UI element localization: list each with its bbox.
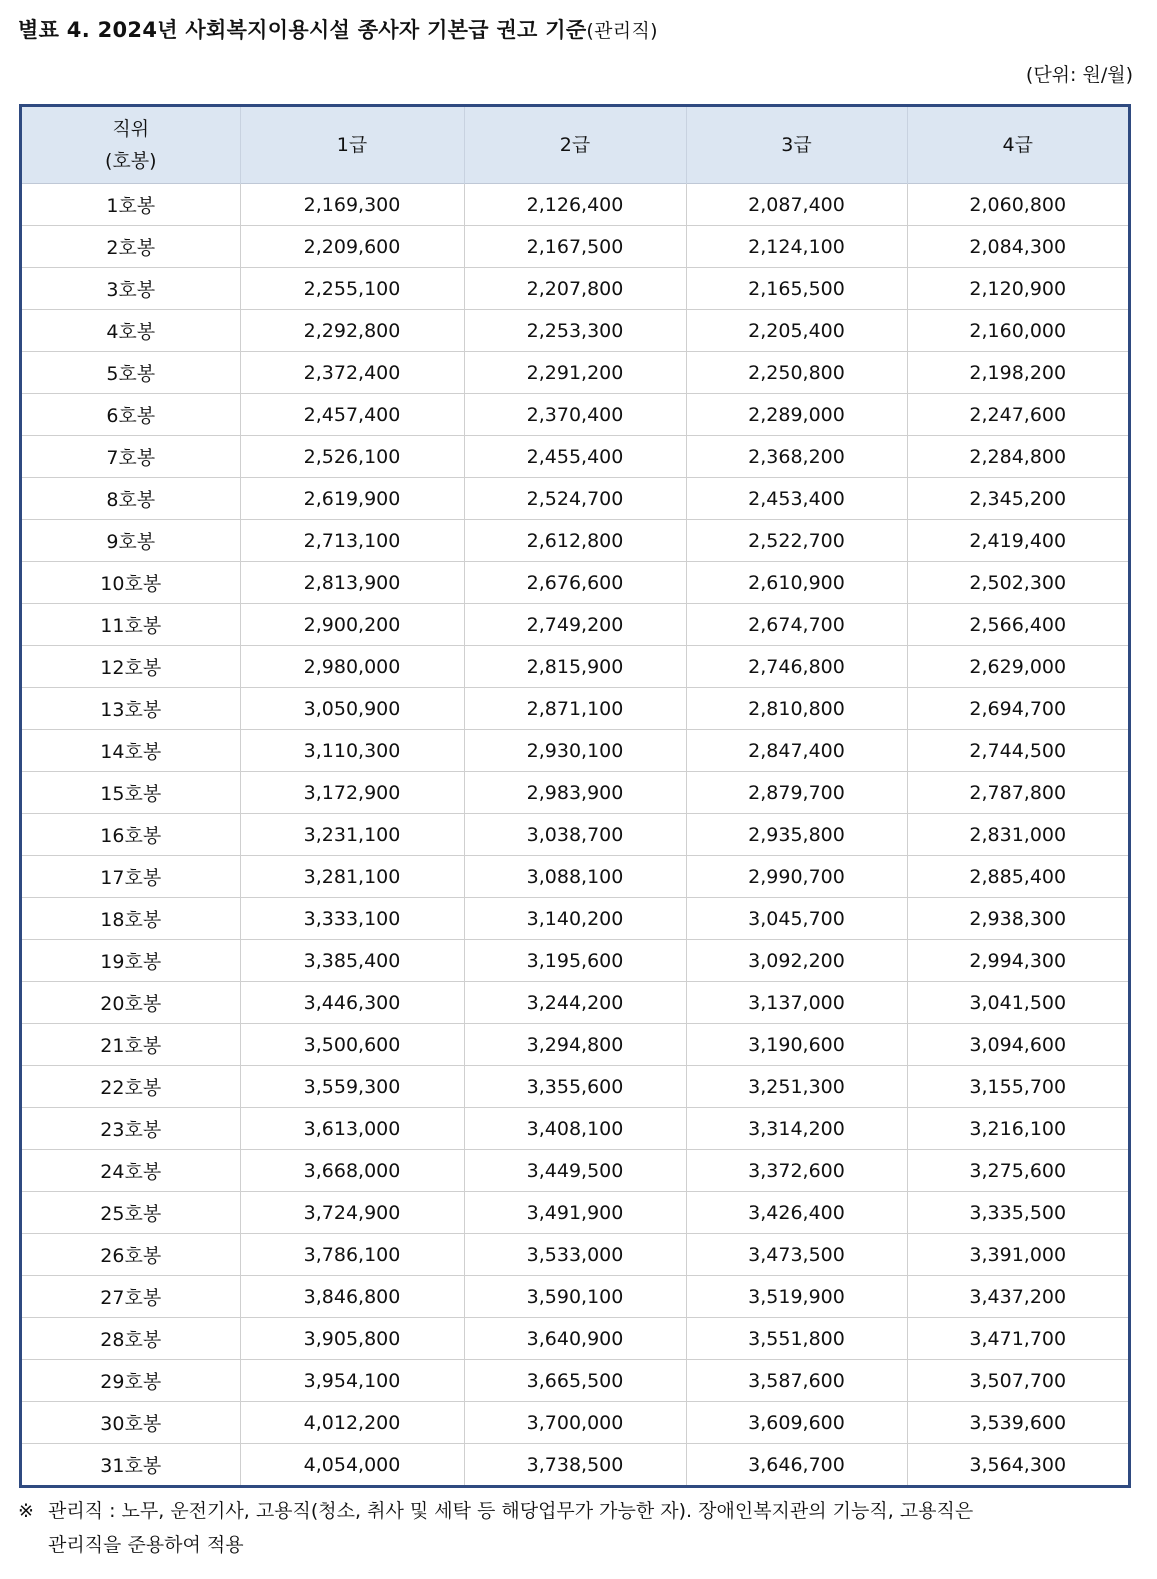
salary-cell-grade-4: 2,994,300 xyxy=(907,940,1128,982)
salary-cell-grade-1: 3,668,000 xyxy=(240,1150,464,1192)
footnote xyxy=(18,1494,1138,1562)
salary-cell-grade-2: 3,665,500 xyxy=(464,1360,686,1402)
step-cell: 17호봉 xyxy=(22,856,240,898)
salary-cell-grade-1: 2,980,000 xyxy=(240,646,464,688)
salary-cell-grade-1: 3,724,900 xyxy=(240,1192,464,1234)
salary-cell-grade-1: 3,172,900 xyxy=(240,772,464,814)
table-row xyxy=(22,436,1128,478)
salary-cell-grade-4: 2,629,000 xyxy=(907,646,1128,688)
salary-cell-grade-1: 2,713,100 xyxy=(240,520,464,562)
table-row xyxy=(22,184,1128,226)
salary-cell-grade-2: 3,700,000 xyxy=(464,1402,686,1444)
step-cell: 14호봉 xyxy=(22,730,240,772)
salary-cell-grade-2: 3,533,000 xyxy=(464,1234,686,1276)
table-row xyxy=(22,688,1128,730)
salary-cell-grade-2: 2,253,300 xyxy=(464,310,686,352)
salary-cell-grade-4: 2,787,800 xyxy=(907,772,1128,814)
salary-cell-grade-1: 2,209,600 xyxy=(240,226,464,268)
header-grade-4: 4급 xyxy=(907,107,1128,184)
salary-cell-grade-1: 3,613,000 xyxy=(240,1108,464,1150)
step-cell: 18호봉 xyxy=(22,898,240,940)
salary-cell-grade-3: 2,810,800 xyxy=(686,688,907,730)
table-row xyxy=(22,940,1128,982)
salary-cell-grade-2: 3,449,500 xyxy=(464,1150,686,1192)
salary-cell-grade-3: 2,165,500 xyxy=(686,268,907,310)
table-row xyxy=(22,856,1128,898)
header-grade-1: 1급 xyxy=(240,107,464,184)
salary-cell-grade-1: 3,231,100 xyxy=(240,814,464,856)
salary-cell-grade-1: 2,292,800 xyxy=(240,310,464,352)
step-cell: 9호봉 xyxy=(22,520,240,562)
salary-cell-grade-2: 2,612,800 xyxy=(464,520,686,562)
salary-cell-grade-4: 3,041,500 xyxy=(907,982,1128,1024)
salary-cell-grade-2: 3,408,100 xyxy=(464,1108,686,1150)
salary-cell-grade-3: 2,124,100 xyxy=(686,226,907,268)
header-grade-2: 2급 xyxy=(464,107,686,184)
table-row xyxy=(22,562,1128,604)
step-cell: 3호봉 xyxy=(22,268,240,310)
salary-cell-grade-4: 2,198,200 xyxy=(907,352,1128,394)
salary-cell-grade-2: 2,871,100 xyxy=(464,688,686,730)
salary-cell-grade-4: 3,094,600 xyxy=(907,1024,1128,1066)
header-rank-line1: 직위 xyxy=(112,118,150,140)
salary-cell-grade-1: 4,054,000 xyxy=(240,1444,464,1486)
salary-cell-grade-3: 2,746,800 xyxy=(686,646,907,688)
page-title xyxy=(18,14,658,44)
salary-cell-grade-1: 3,559,300 xyxy=(240,1066,464,1108)
step-cell: 16호봉 xyxy=(22,814,240,856)
header-grade-3: 3급 xyxy=(686,107,907,184)
salary-cell-grade-3: 3,551,800 xyxy=(686,1318,907,1360)
salary-cell-grade-2: 2,983,900 xyxy=(464,772,686,814)
salary-cell-grade-1: 3,905,800 xyxy=(240,1318,464,1360)
salary-cell-grade-4: 3,275,600 xyxy=(907,1150,1128,1192)
salary-cell-grade-4: 2,566,400 xyxy=(907,604,1128,646)
step-cell: 11호봉 xyxy=(22,604,240,646)
salary-cell-grade-2: 2,524,700 xyxy=(464,478,686,520)
salary-table xyxy=(22,107,1128,1485)
salary-cell-grade-2: 3,640,900 xyxy=(464,1318,686,1360)
table-row xyxy=(22,478,1128,520)
footnote-text-1: 관리직 : 노무, 운전기사, 고용직(청소, 취사 및 세탁 등 해당업무가 가능한 자). 장애인복지관의 기능직, 고용직은 xyxy=(48,1500,974,1522)
salary-cell-grade-4: 2,502,300 xyxy=(907,562,1128,604)
step-cell: 1호봉 xyxy=(22,184,240,226)
step-cell: 15호봉 xyxy=(22,772,240,814)
table-row xyxy=(22,310,1128,352)
salary-cell-grade-4: 2,831,000 xyxy=(907,814,1128,856)
title-sub: (관리직) xyxy=(586,20,658,42)
salary-cell-grade-2: 3,294,800 xyxy=(464,1024,686,1066)
salary-cell-grade-4: 2,247,600 xyxy=(907,394,1128,436)
salary-cell-grade-3: 2,453,400 xyxy=(686,478,907,520)
salary-cell-grade-2: 3,244,200 xyxy=(464,982,686,1024)
salary-cell-grade-4: 3,216,100 xyxy=(907,1108,1128,1150)
salary-cell-grade-3: 3,473,500 xyxy=(686,1234,907,1276)
salary-cell-grade-3: 3,137,000 xyxy=(686,982,907,1024)
step-cell: 30호봉 xyxy=(22,1402,240,1444)
salary-cell-grade-3: 3,045,700 xyxy=(686,898,907,940)
salary-cell-grade-3: 3,519,900 xyxy=(686,1276,907,1318)
salary-cell-grade-1: 4,012,200 xyxy=(240,1402,464,1444)
step-cell: 10호봉 xyxy=(22,562,240,604)
step-cell: 24호봉 xyxy=(22,1150,240,1192)
salary-cell-grade-4: 2,744,500 xyxy=(907,730,1128,772)
salary-cell-grade-3: 3,251,300 xyxy=(686,1066,907,1108)
salary-cell-grade-3: 3,426,400 xyxy=(686,1192,907,1234)
step-cell: 27호봉 xyxy=(22,1276,240,1318)
table-row xyxy=(22,1318,1128,1360)
step-cell: 20호봉 xyxy=(22,982,240,1024)
salary-cell-grade-4: 3,507,700 xyxy=(907,1360,1128,1402)
salary-cell-grade-4: 3,539,600 xyxy=(907,1402,1128,1444)
step-cell: 22호봉 xyxy=(22,1066,240,1108)
step-cell: 21호봉 xyxy=(22,1024,240,1066)
salary-cell-grade-2: 2,291,200 xyxy=(464,352,686,394)
salary-cell-grade-1: 2,900,200 xyxy=(240,604,464,646)
salary-cell-grade-1: 2,372,400 xyxy=(240,352,464,394)
salary-cell-grade-2: 2,676,600 xyxy=(464,562,686,604)
table-row xyxy=(22,1024,1128,1066)
header-rank-line2: (호봉) xyxy=(104,150,157,172)
footnote-mark: ※ xyxy=(18,1500,34,1522)
table-row xyxy=(22,646,1128,688)
salary-cell-grade-2: 3,140,200 xyxy=(464,898,686,940)
salary-cell-grade-3: 3,609,600 xyxy=(686,1402,907,1444)
salary-cell-grade-3: 2,935,800 xyxy=(686,814,907,856)
table-row xyxy=(22,604,1128,646)
salary-cell-grade-2: 3,088,100 xyxy=(464,856,686,898)
salary-cell-grade-1: 3,786,100 xyxy=(240,1234,464,1276)
step-cell: 4호봉 xyxy=(22,310,240,352)
step-cell: 29호봉 xyxy=(22,1360,240,1402)
salary-cell-grade-4: 3,437,200 xyxy=(907,1276,1128,1318)
salary-cell-grade-2: 2,126,400 xyxy=(464,184,686,226)
table-body xyxy=(22,184,1128,1486)
salary-cell-grade-2: 3,038,700 xyxy=(464,814,686,856)
table-row xyxy=(22,1276,1128,1318)
salary-cell-grade-3: 2,368,200 xyxy=(686,436,907,478)
table-row xyxy=(22,226,1128,268)
salary-cell-grade-3: 2,674,700 xyxy=(686,604,907,646)
table-row xyxy=(22,1192,1128,1234)
salary-cell-grade-1: 2,813,900 xyxy=(240,562,464,604)
salary-cell-grade-3: 3,587,600 xyxy=(686,1360,907,1402)
footnote-line2: 관리직을 준용하여 적용 xyxy=(48,1534,244,1556)
salary-cell-grade-2: 2,930,100 xyxy=(464,730,686,772)
step-cell: 13호봉 xyxy=(22,688,240,730)
salary-cell-grade-4: 3,335,500 xyxy=(907,1192,1128,1234)
salary-cell-grade-4: 2,694,700 xyxy=(907,688,1128,730)
table-row xyxy=(22,1108,1128,1150)
salary-cell-grade-3: 2,522,700 xyxy=(686,520,907,562)
salary-cell-grade-4: 2,160,000 xyxy=(907,310,1128,352)
table-row xyxy=(22,1444,1128,1486)
salary-cell-grade-3: 2,250,800 xyxy=(686,352,907,394)
table-row xyxy=(22,982,1128,1024)
salary-cell-grade-2: 3,590,100 xyxy=(464,1276,686,1318)
salary-cell-grade-3: 2,087,400 xyxy=(686,184,907,226)
salary-cell-grade-3: 3,314,200 xyxy=(686,1108,907,1150)
salary-cell-grade-1: 2,619,900 xyxy=(240,478,464,520)
salary-cell-grade-2: 2,167,500 xyxy=(464,226,686,268)
salary-cell-grade-1: 3,385,400 xyxy=(240,940,464,982)
salary-cell-grade-1: 3,050,900 xyxy=(240,688,464,730)
salary-cell-grade-1: 3,954,100 xyxy=(240,1360,464,1402)
salary-cell-grade-2: 2,749,200 xyxy=(464,604,686,646)
step-cell: 2호봉 xyxy=(22,226,240,268)
table-row xyxy=(22,814,1128,856)
title-main: 별표 4. 2024년 사회복지이용시설 종사자 기본급 권고 기준 xyxy=(18,18,587,42)
unit-label: (단위: 원/월) xyxy=(1025,64,1133,86)
salary-cell-grade-1: 2,526,100 xyxy=(240,436,464,478)
table-row xyxy=(22,730,1128,772)
table-row xyxy=(22,520,1128,562)
salary-cell-grade-2: 2,370,400 xyxy=(464,394,686,436)
step-cell: 7호봉 xyxy=(22,436,240,478)
salary-cell-grade-4: 3,564,300 xyxy=(907,1444,1128,1486)
salary-cell-grade-1: 2,169,300 xyxy=(240,184,464,226)
salary-cell-grade-3: 2,289,000 xyxy=(686,394,907,436)
salary-cell-grade-2: 3,355,600 xyxy=(464,1066,686,1108)
salary-cell-grade-4: 2,345,200 xyxy=(907,478,1128,520)
step-cell: 12호봉 xyxy=(22,646,240,688)
header-rank xyxy=(22,107,240,184)
salary-cell-grade-4: 2,885,400 xyxy=(907,856,1128,898)
table-row xyxy=(22,1360,1128,1402)
table-row xyxy=(22,772,1128,814)
table-row xyxy=(22,352,1128,394)
step-cell: 26호봉 xyxy=(22,1234,240,1276)
table-row xyxy=(22,1066,1128,1108)
step-cell: 23호봉 xyxy=(22,1108,240,1150)
salary-cell-grade-3: 2,847,400 xyxy=(686,730,907,772)
salary-cell-grade-4: 2,284,800 xyxy=(907,436,1128,478)
salary-cell-grade-2: 2,455,400 xyxy=(464,436,686,478)
salary-cell-grade-1: 3,846,800 xyxy=(240,1276,464,1318)
step-cell: 28호봉 xyxy=(22,1318,240,1360)
salary-cell-grade-2: 2,815,900 xyxy=(464,646,686,688)
table-row xyxy=(22,268,1128,310)
salary-cell-grade-4: 3,155,700 xyxy=(907,1066,1128,1108)
salary-cell-grade-4: 2,060,800 xyxy=(907,184,1128,226)
salary-cell-grade-4: 2,938,300 xyxy=(907,898,1128,940)
salary-cell-grade-1: 3,446,300 xyxy=(240,982,464,1024)
salary-cell-grade-3: 3,646,700 xyxy=(686,1444,907,1486)
step-cell: 8호봉 xyxy=(22,478,240,520)
table-row xyxy=(22,1234,1128,1276)
salary-cell-grade-1: 3,333,100 xyxy=(240,898,464,940)
salary-cell-grade-1: 3,500,600 xyxy=(240,1024,464,1066)
footnote-line1 xyxy=(18,1494,1138,1528)
salary-cell-grade-2: 3,491,900 xyxy=(464,1192,686,1234)
salary-cell-grade-3: 3,372,600 xyxy=(686,1150,907,1192)
salary-cell-grade-3: 3,190,600 xyxy=(686,1024,907,1066)
salary-cell-grade-2: 2,207,800 xyxy=(464,268,686,310)
table-header-row xyxy=(22,107,1128,184)
step-cell: 6호봉 xyxy=(22,394,240,436)
salary-cell-grade-1: 3,281,100 xyxy=(240,856,464,898)
salary-cell-grade-4: 2,419,400 xyxy=(907,520,1128,562)
salary-cell-grade-4: 2,120,900 xyxy=(907,268,1128,310)
salary-cell-grade-2: 3,738,500 xyxy=(464,1444,686,1486)
step-cell: 5호봉 xyxy=(22,352,240,394)
salary-cell-grade-2: 3,195,600 xyxy=(464,940,686,982)
salary-cell-grade-1: 2,255,100 xyxy=(240,268,464,310)
salary-cell-grade-3: 2,990,700 xyxy=(686,856,907,898)
salary-cell-grade-4: 2,084,300 xyxy=(907,226,1128,268)
salary-cell-grade-1: 2,457,400 xyxy=(240,394,464,436)
table-row xyxy=(22,898,1128,940)
table-row xyxy=(22,394,1128,436)
salary-cell-grade-4: 3,391,000 xyxy=(907,1234,1128,1276)
salary-table-frame xyxy=(19,104,1131,1488)
step-cell: 19호봉 xyxy=(22,940,240,982)
salary-cell-grade-3: 2,610,900 xyxy=(686,562,907,604)
step-cell: 25호봉 xyxy=(22,1192,240,1234)
salary-cell-grade-3: 2,205,400 xyxy=(686,310,907,352)
salary-cell-grade-4: 3,471,700 xyxy=(907,1318,1128,1360)
step-cell: 31호봉 xyxy=(22,1444,240,1486)
table-row xyxy=(22,1402,1128,1444)
table-row xyxy=(22,1150,1128,1192)
salary-cell-grade-1: 3,110,300 xyxy=(240,730,464,772)
salary-cell-grade-3: 2,879,700 xyxy=(686,772,907,814)
salary-cell-grade-3: 3,092,200 xyxy=(686,940,907,982)
